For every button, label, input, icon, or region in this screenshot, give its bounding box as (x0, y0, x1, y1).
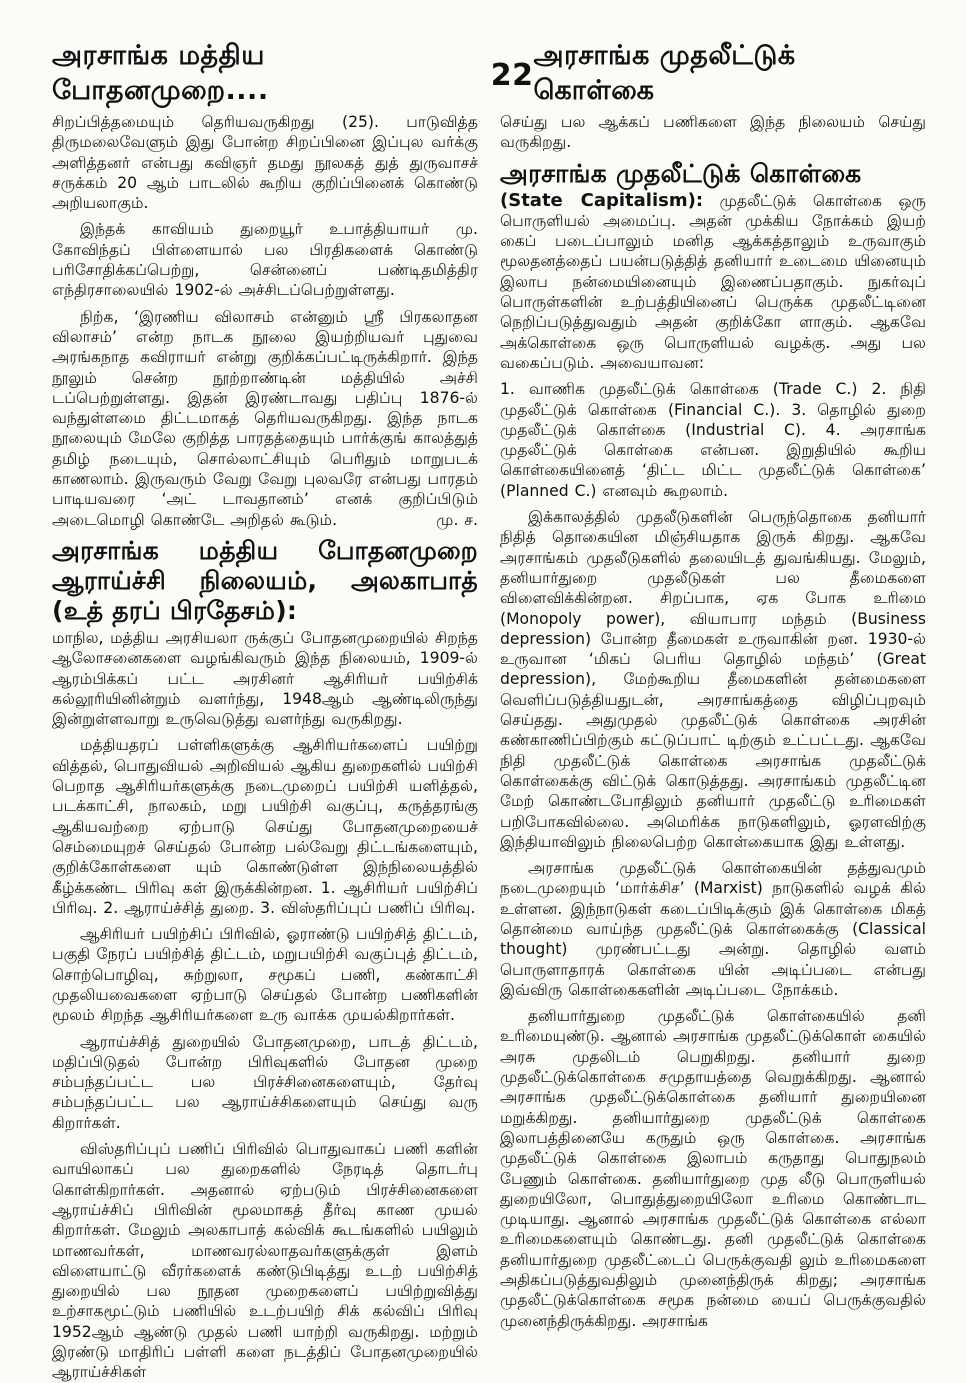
running-header (52, 40, 926, 106)
left-paragraph-2: இந்தக் காவியம் துறையூர் உபாத்தியாயர் மு. கோவிந்தப் பிள்ளையால் பல பிரதிகளைக் கொண்டு பரிசோதிக்கப்பெற்று, சென்னைப் பண்டிதமித்திர எந்திரசாலையில் 1902-ல் அச்சிடப்பெற்றுள்ளது. (52, 220, 478, 300)
capitalism-types-list: 1. வாணிக முதலீட்டுக் கொள்கை (Trade C.) 2. நிதி முதலீட்டுக் கொள்கை (Financial C.). 3. தொழில் துறை முதலீட்டுக் கொள்கை (Industrial C). 4. அரசாங்க முதலீட்டுக் கொள்கை என்பன. இறுதியில் கூறிய கொள்கையினைத் ‘திட்ட மிட்ட முதலீட்டுக் கொள்கை’ (Planned C.) எனவும் கூறலாம். (500, 380, 926, 500)
right-column (500, 112, 926, 1344)
left-paragraph-3-text: நிற்க, ‘இரணிய விலாசம் என்னும் ஸ்ரீ பிரகலாதன விலாசம்’ என்ற நாடக நூலை இயற்றியவர் புதுவை அரங்கநாத கவிராயர் என்று குறிக்கப்பட்டிருக்கிறார். இந்த நூலும் சென்ற நூற்றாண்டின் மத்தியில் அச்சி டப்பெற்றுள்ளது. இதன் இரண்டாவது பதிப்பு 1876-ல் வந்துள்ளமை திட்டமாகத் தெரியவருகிறது. இந்த நாடக நூலையும் மேலே குறித்த பாரதத்தையும் பார்க்குங் காலத்துத் தமிழ் நடையும், சொல்லாட்சியும் பெரிதும் மாறுபடக் காணலாம். இருவரும் வேறு வேறு புலவரே என்பது பாரதம் பாடியவரை ‘அட் டாவதானம்’ எனக் குறிப்பிடும் அடைமொழி கொண்டே அறிதல் கூடும். (52, 307, 478, 529)
left-paragraph-1: சிறப்பித்தமையும் தெரியவருகிறது (25). பாடுவித்த திருமலைவேளும் இது போன்ற சிறப்பினை இப்புல வர்க்கு அளித்தனர் என்பது கவிஞர் தமது நூலகத் துத் துருவாசச் சருக்கம் 20 ஆம் பாடலில் கூறிய குறிப்பினைக் கொண்டு அறியலாகும். (52, 113, 478, 213)
right-paragraph-5: தனியார்துறை முதலீட்டுக் கொள்கையில் தனி உரிமையுண்டு. ஆனால் அரசாங்க முதலீட்டுக்கொள் கையில் அரசு முதலிடம் பெறுகிறது. தனியார் துறை முதலீட்டுக்கொள்கை சமுதாயத்தை வெறுக்கிறது. ஆனால் அரசாங்க முதலீட்டுக்கொள்கை தனியார் துறையினை மறுக்கிறது. தனியார்துறை முதலீட்டுக் கொள்கை இலாபத்தினையே கருதும் ஒரு கொள்கை. அரசாங்க முதலீட்டுக் கொள்கை இலாபம் கருதாது பொதுநலம் பேணும் கொள்கை. தனியார்துறை முத லீடு பொருளியல் துறையிலோ, பொதுத்துறையிலோ உரிமை கொண்டாட முடியாது. ஆனால் அரசாங்க முதலீட்டுக் கொள்கை எல்லா உரிமைகளையும் கொண்டது. தனி முதலீட்டுக் கொள்கை தனியார்துறை முதலீட்டைப் பெருக்குவதி லும் உரிமைகளை அதிகப்படுத்துவதிலும் முனைந்திருக் கிறது; அரசாங்க முதலீட்டுக்கொள்கை சமூக நன்மை யைப் பெருக்குவதில் முனைந்திருக்கிறது. அரசாங்க (500, 1007, 926, 1330)
author-signature: மு. ச. (436, 510, 478, 529)
right-paragraph-1: செய்து பல ஆக்கப் பணிகளை இந்த நிலையம் செய்து வருகிறது. (500, 113, 926, 152)
header-left-title: அரசாங்க மத்திய போதனமுறை.... (52, 40, 269, 106)
page-number: 22 (490, 57, 534, 93)
left-paragraph-7: ஆராய்ச்சித் துறையில் போதனமுறை, பாடத் திட்டம், மதிப்பிடுதல் போன்ற பிரிவுகளில் போதன முறை சம்பந்தப்பட்ட பல பிரச்சினைகளையும், தேர்வு சம்பந்தப்பட்ட பல ஆராய்ச்சிகளையும் செய்து வரு கிறார்கள். (52, 1032, 478, 1132)
header-right-title: அரசாங்க முதலீட்டுக் கொள்கை (533, 40, 796, 106)
left-paragraph-5: மத்தியதரப் பள்ளிகளுக்கு ஆசிரியர்களைப் பயிற்று வித்தல், பொதுவியல் அறிவியல் ஆகிய துறைகளில் பயிற்சி பெறாத ஆசிரியர்களுக்கு நடைமுறைப் பயிற்சி யளித்தல், படக்காட்சி, நாலகம், மறு பயிற்சி வகுப்பு, கருத்தரங்கு ஆகியவற்றை ஏற்பாடு செய்து போதனமுறையைச் செம்மையுறச் செய்தல் போன்ற பல்வேறு திட்டங்களையும், குறிக்கோள்களை யும் கொண்டுள்ள இந்நிலையத்தில் கீழ்க்கண்ட பிரிவு கள் இருக்கின்றன. 1. ஆசிரியர் பயிற்சிப் பிரிவு. 2. ஆராய்ச்சித் துறை. 3. விஸ்தரிப்புப் பணிப் பிரிவு. (52, 736, 478, 917)
left-paragraph-8: விஸ்தரிப்புப் பணிப் பிரிவில் பொதுவாகப் பணி களின் வாயிலாகப் பல துறைகளில் நேரடித் தொடர்பு கொள்கிறார்கள். அதனால் ஏற்படும் பிரச்சினைகளை ஆராய்ச்சிப் பிரிவின் மூலமாகத் தீர்வு காண முயல் கிறார்கள். மேலும் அலகாபாத் கல்விக் கூடங்களில் பயிலும் மாணவர்கள், மாணவரல்லாதவர்களுக்குள் இளம் விளையாட்டு வீரர்களைக் கண்டுபிடித்து உடற் பயிற்சித் துறையில் பல நூதன முறைகளைப் பயிற்றுவித்து உற்சாகமூட்டும் பணியில் உடற்பயிற் சிக் கல்விப் பிரிவு 1952ஆம் ஆண்டு முதல் பணி யாற்றி வருகிறது. மற்றும் இரண்டு மாதிரிப் பள்ளி களை நடத்திப் போதனமுறையில் ஆராய்ச்சிகள் (52, 1140, 478, 1382)
state-capitalism-term: (State Capitalism): (500, 189, 704, 211)
two-column-body (52, 112, 926, 1382)
left-paragraph-6: ஆசிரியர் பயிற்சிப் பிரிவில், ஓராண்டு பயிற்சித் திட்டம், பகுதி நேரப் பயிற்சித் திட்டம், மறுபயிற்சி வகுப்புத் திட்டம், சொற்பொழிவு, சுற்றுலா, சமூகப் பணி, கண்காட்சி முதலியவைகளை ஏற்பாடு செய்தல் போன்ற பணிகளின் மூலம் சிறந்த ஆசிரியர்களை உரு வாக்க முயல்கிறார்கள். (52, 925, 478, 1025)
left-paragraph-4: மாநில, மத்திய அரசியலா ருக்குப் போதனமுறையில் சிறந்த ஆலோசனைகளை வழங்கிவரும் இந்த நிலையம், 1909-ல் ஆரம்பிக்கப் பட்ட அரசினர் ஆசிரியர் பயிற்சிக் கல்லூரியினின்றும் வளர்ந்து, 1948ஆம் ஆண்டிலிருந்து இன்றுள்ளவாறு உருவெடுத்து வளர்ந்து வருகிறது. (52, 628, 478, 729)
right-paragraph-3: இக்காலத்தில் முதலீடுகளின் பெருந்தொகை தனியார் நிதித் தொகையின மிஞ்சியதாக இருக் கிறது. ஆகவே அரசாங்கம் முதலீடுகளில் தலையிடத் துவங்கியது. மேலும், தனியார்துறை முதலீடுகள் பல தீமைகளை விளைவிக்கின்றன. சிறப்பாக, ஏக போக உரிமை (Monopoly power), வியாபார மந்தம் (Business depression) போன்ற தீமைகள் உருவாகின் றன. 1930-ல் உருவான ‘மிகப் பெரிய தொழில் மந்தம்’ (Great depression), மேற்கூறிய தீமைகளின் தன்மைகளை வெளிப்படுத்தியதுடன், அரசாங்கத்தை விழிப்புறவும் செய்தது. அதுமுதல் முதலீட்டுக் கொள்கை அரசின் கண்காணிப்பிற்கும் கட்டுப்பாட் டிற்கும் உட்பட்டது. ஆகவே நிதி முதலீட்டுக் கொள்கை அரசாங்க முதலீட்டுக் கொள்கைக்கு விட்டுக் கொடுத்தது. அரசாங்கம் முதலீட்டின மேற் கொண்டபோதிலும் தனியார் முதலீட்டு உரிமைகள் பறிபோகவில்லை. அமெரிக்க நாடுகளிலும், ஓரளவிற்கு இந்தியாவிலும் நிலைபெற்ற கொள்கையாக இது உள்ளது. (500, 508, 926, 851)
right-paragraph-2 (500, 191, 926, 374)
left-column (52, 112, 478, 1382)
right-paragraph-4: அரசாங்க முதலீட்டுக் கொள்கையின் தத்துவமும் நடைமுறையும் ‘மார்க்சிச’ (Marxist) நாடுகளில் வழக் கில் உள்ளன. இந்நாடுகள் கடைப்பிடிக்கும் இக் கொள்கை மிகத் தொன்மை வாய்ந்த முதலீட்டுக் கொள்கைக்கு (Classical thought) முரண்பட்டது அன்று. தொழில் வளம் பொருளாதாரக் கொள்கை யின் அடிப்படை என்பது இவ்விரு கொள்கைகளின் அடிப்படை நோக்கம். (500, 859, 926, 999)
right-paragraph-2-text: முதலீட்டுக் கொள்கை ஒரு பொருளியல் அமைப்பு. அதன் முக்கிய நோக்கம் இயற் கைப் படைப்பாலும் மனித ஆக்கத்தாலும் உருவாகும் மூலதனத்தைப் பயன்படுத்தித் தனியார் உடைமை யினையும் இலாப நன்மையினையும் இணைப்பதாகும். நுகர்வுப் பொருள்களின் உற்பத்தியினைப் பெருக்க முதலீட்டினை நெறிப்படுத்துவதும் அதன் குறிக்கோ ளாகும். ஆகவே அக்கொள்கை ஒரு பொருளியல் வழக்கு. அது பல வகைப்படும். அவையாவன: (500, 191, 926, 372)
section-heading-allahabad: அரசாங்க மத்திய போதனமுறை ஆராய்ச்சி நிலையம், அலகாபாத் (உத் தரப் பிரதேசம்): (52, 535, 478, 625)
left-paragraph-3 (52, 307, 478, 530)
section-heading-state-capitalism: அரசாங்க முதலீட்டுக் கொள்கை (500, 158, 862, 188)
